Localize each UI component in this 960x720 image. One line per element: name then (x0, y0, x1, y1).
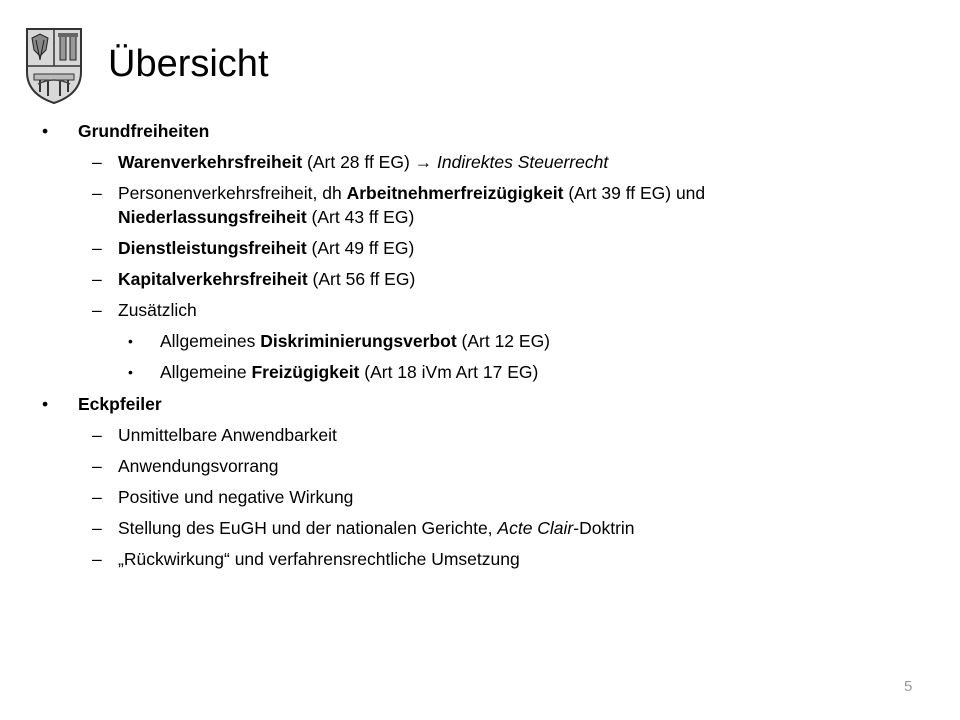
list-item: Personenverkehrsfreiheit, dh Arbeitnehmerfreizügigkeit (Art 39 ff EG) und (118, 183, 706, 203)
list-item: Warenverkehrsfreiheit (Art 28 ff EG) → Indirektes Steuerrecht (118, 152, 609, 172)
list-item: „Rückwirkung“ und verfahrensrechtliche Umsetzung (118, 549, 520, 569)
list-item: Positive und negative Wirkung (118, 487, 354, 507)
list-item: Unmittelbare Anwendbarkeit (118, 425, 337, 445)
sub-list-item: Allgemeines Diskriminierungsverbot (Art 12 EG) (160, 331, 551, 351)
dash-marker: – (92, 518, 102, 538)
dash-marker: – (92, 425, 102, 445)
dash-marker: – (92, 456, 102, 476)
sub-bullet-marker: • (128, 364, 133, 380)
dash-marker: – (92, 269, 102, 289)
list-item-continuation: Niederlassungsfreiheit (Art 43 ff EG) (118, 207, 415, 227)
coat-of-arms-logo (24, 26, 84, 106)
list-item: Dienstleistungsfreiheit (Art 49 ff EG) (118, 238, 415, 258)
dash-marker: – (92, 152, 102, 172)
dash-marker: – (92, 549, 102, 569)
page-number: 5 (904, 678, 913, 695)
sub-list-item: Allgemeine Freizügigkeit (Art 18 iVm Art 17 EG) (160, 362, 539, 382)
list-item: Zusätzlich (118, 300, 197, 320)
section-heading: Grundfreiheiten (78, 121, 210, 141)
list-item: Stellung des EuGH und der nationalen Gerichte, Acte Clair-Doktrin (118, 518, 635, 538)
slide-title: Übersicht (108, 43, 269, 85)
dash-marker: – (92, 238, 102, 258)
bullet-marker: • (42, 394, 49, 414)
dash-marker: – (92, 300, 102, 320)
bullet-marker: • (42, 121, 49, 141)
dash-marker: – (92, 183, 102, 203)
dash-marker: – (92, 487, 102, 507)
list-item: Anwendungsvorrang (118, 456, 279, 476)
sub-bullet-marker: • (128, 333, 133, 349)
list-item: Kapitalverkehrsfreiheit (Art 56 ff EG) (118, 269, 416, 289)
section-heading: Eckpfeiler (78, 394, 162, 414)
